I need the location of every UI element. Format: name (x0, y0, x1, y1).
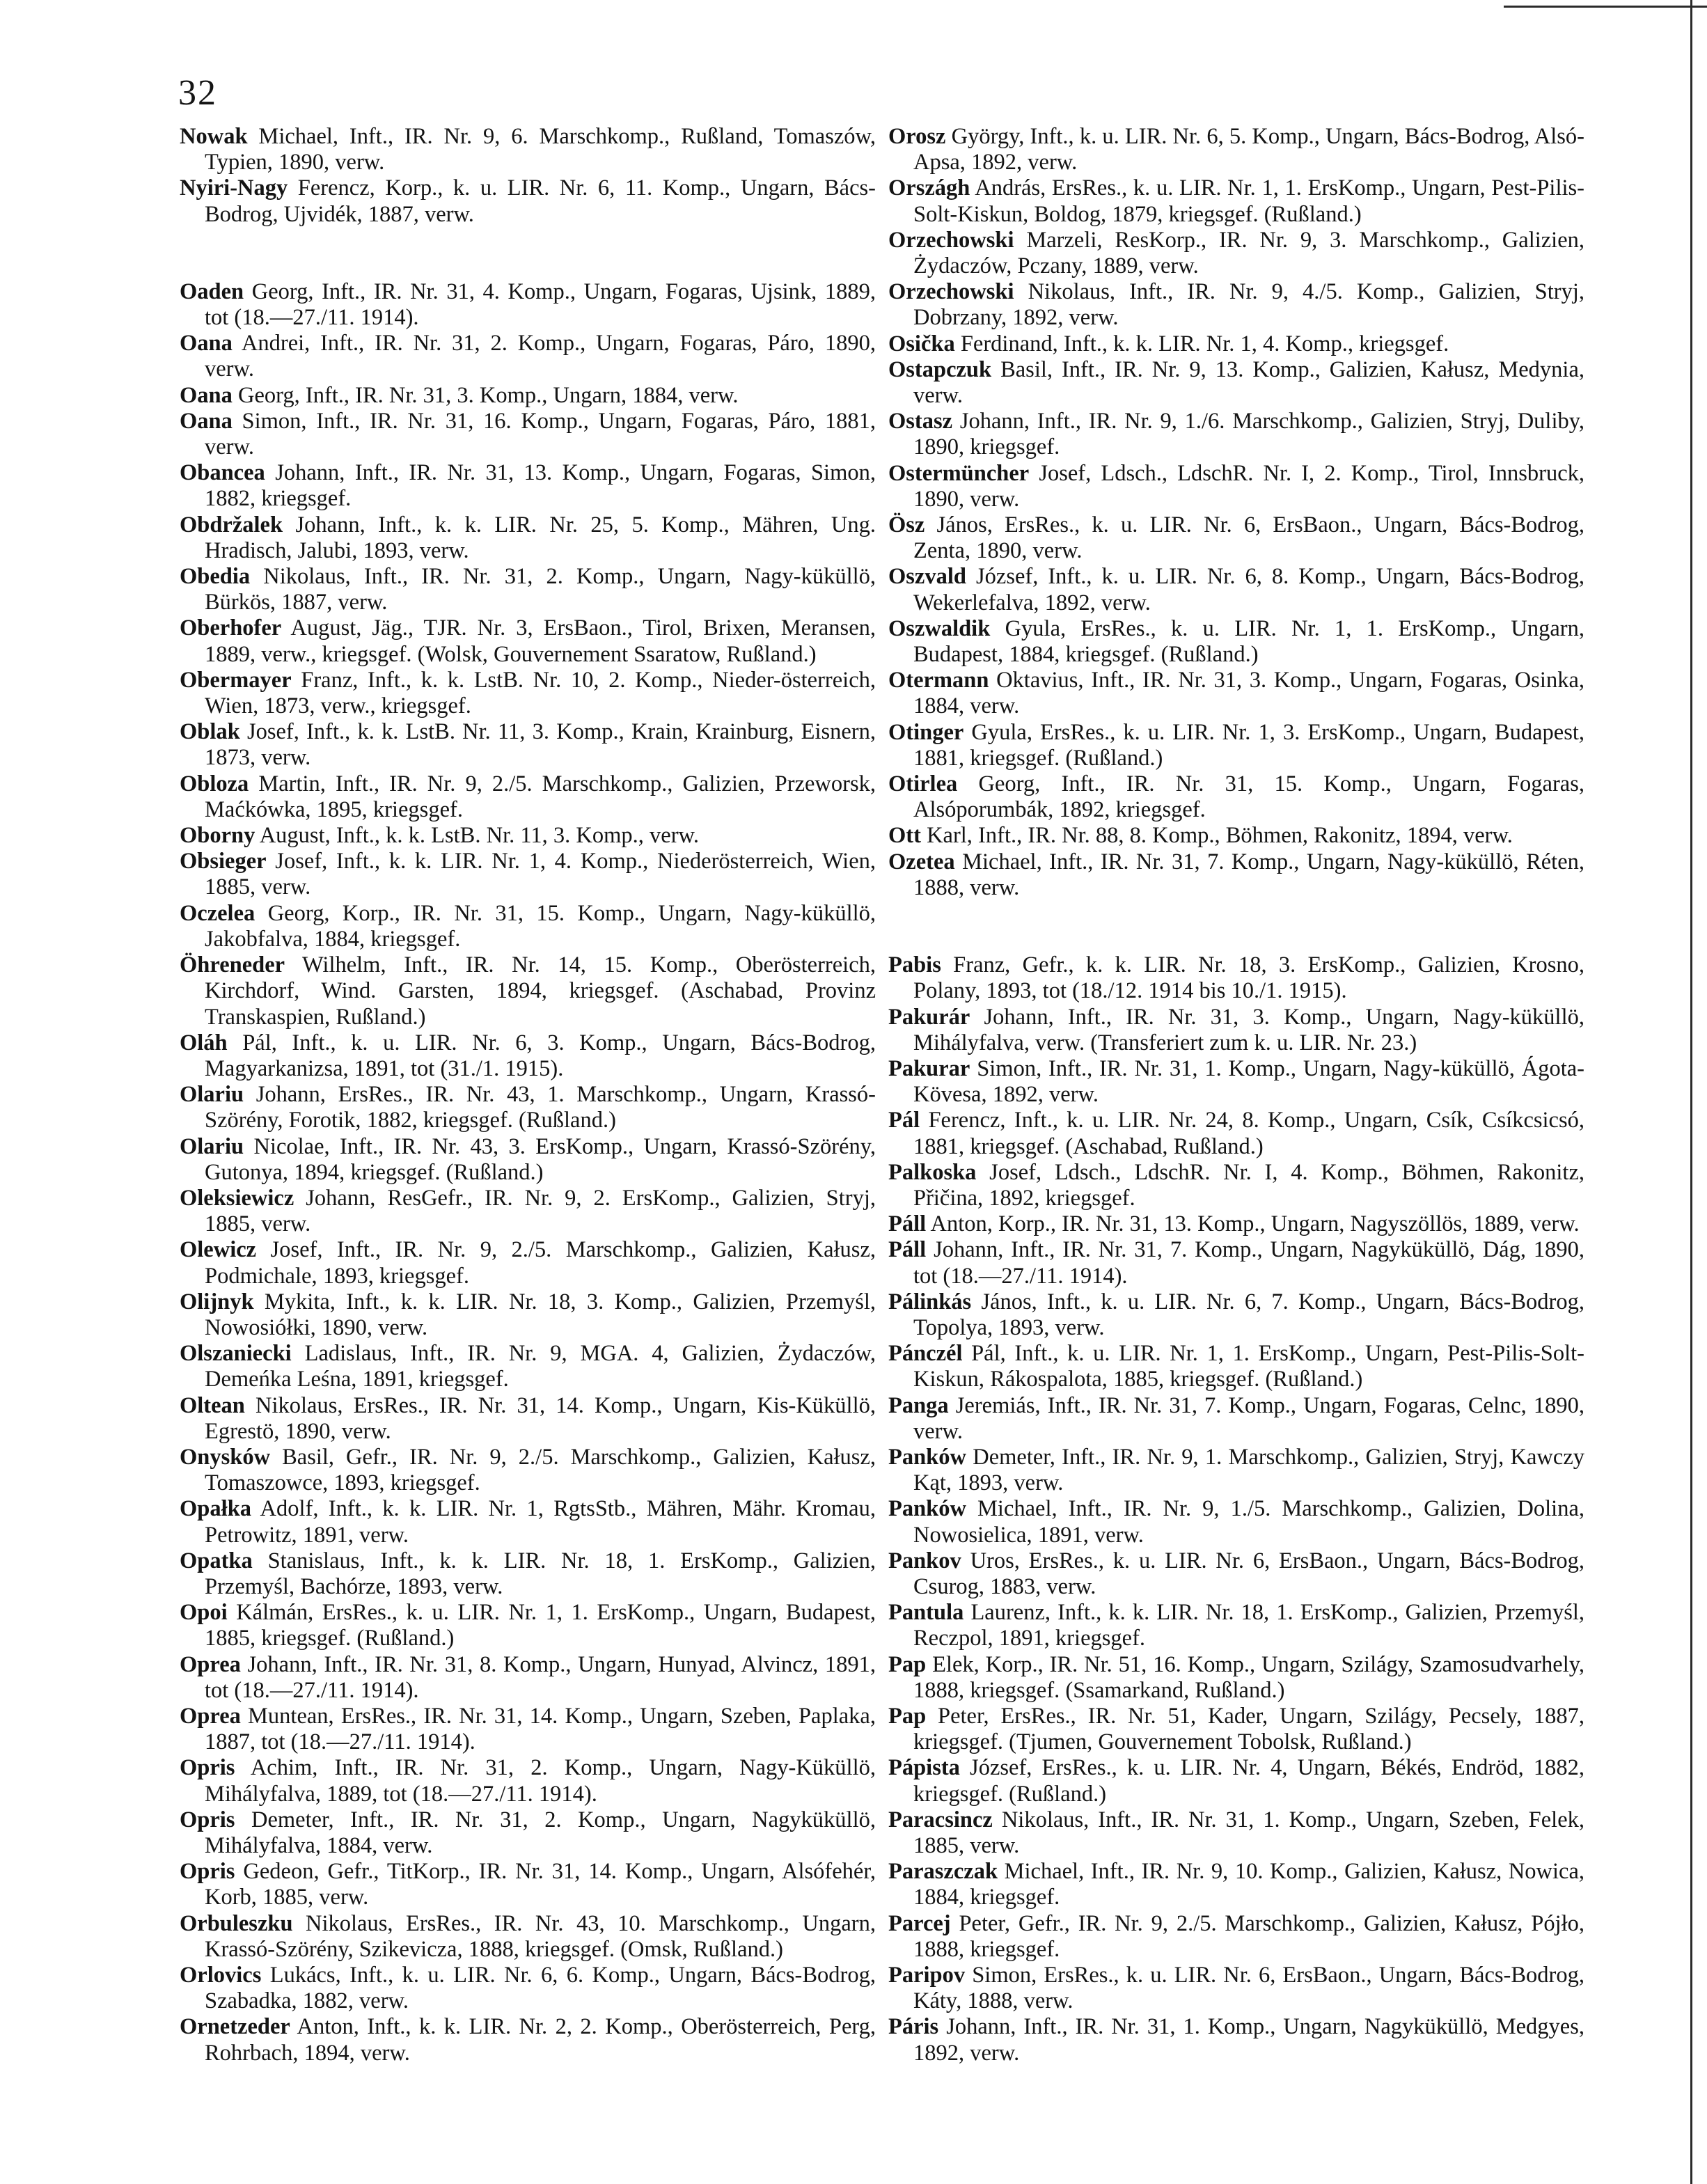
right-edge-line (1690, 0, 1692, 2184)
entry-details: Nikolaus, ErsRes., IR. Nr. 43, 10. Marschkomp., Ungarn, Krassó-Szörény, Szikevicza, 1888, kriegsgef. (Omsk, Rußland.) (205, 1910, 876, 1962)
entry-details: Wilhelm, Inft., IR. Nr. 14, 15. Komp., Oberösterreich, Kirchdorf, Wind. Garsten, 1894, kriegsgef. (Aschabad, Provinz Transkaspien, Rußland.) (205, 952, 876, 1030)
entry-details: Josef, Inft., k. k. LIR. Nr. 1, 4. Komp., Niederösterreich, Wien, 1885, verw. (205, 849, 876, 900)
register-entry (888, 1108, 1584, 1159)
entry-details: Oktavius, Inft., IR. Nr. 31, 3. Komp., Ungarn, Fogaras, Osinka, 1884, verw. (913, 668, 1585, 719)
entry-details: Michael, Inft., IR. Nr. 31, 7. Komp., Ungarn, Nagy-küküllö, Réten, 1888, verw. (913, 849, 1584, 900)
entry-details: Johann, Inft., IR. Nr. 31, 7. Komp., Ungarn, Nagyküküllö, Dág, 1890, tot (18.—27./11. 1914). (913, 1237, 1584, 1289)
entry-details: Nikolaus, Inft., IR. Nr. 9, 4./5. Komp., Galizien, Stryj, Dobrzany, 1892, verw. (913, 279, 1584, 331)
entry-surname: Nowak (180, 124, 248, 149)
register-entry (180, 952, 876, 1030)
entry-details: Michael, Inft., IR. Nr. 9, 10. Komp., Galizien, Kałusz, Nowica, 1884, kriegsgef. (913, 1859, 1585, 1910)
entry-surname: Obermayer (180, 667, 292, 693)
entry-surname: Obdržalek (180, 512, 283, 537)
entry-surname: Paripov (888, 1963, 966, 1988)
entry-details: Johann, Inft., IR. Nr. 31, 1. Komp., Ungarn, Nagyküküllö, Medgyes, 1892, verw. (913, 2014, 1584, 2066)
entry-details: Nikolaus, ErsRes., IR. Nr. 31, 14. Komp., Ungarn, Kis-Küküllö, Egrestö, 1890, verw. (205, 1392, 876, 1444)
entry-surname: Pap (888, 1651, 927, 1677)
entry-surname: Obsieger (180, 849, 267, 874)
register-entry (180, 383, 876, 409)
entry-surname: Nyiri-Nagy (180, 175, 288, 201)
register-entry (180, 460, 876, 512)
entry-details: Elek, Korp., IR. Nr. 51, 16. Komp., Ungarn, Szilágy, Szamosudvarhely, 1888, kriegsgef. (Ssamarkand, Rußland.) (913, 1651, 1585, 1703)
entry-surname: Ott (888, 823, 921, 849)
page-number: 32 (178, 73, 217, 113)
entry-surname: Orbuleszku (180, 1910, 293, 1936)
entry-surname: Pap (888, 1703, 927, 1729)
entry-details: August, Inft., k. k. LstB. Nr. 11, 3. Komp., verw. (259, 823, 700, 849)
entry-details: Demeter, Inft., IR. Nr. 9, 1. Marschkomp., Galizien, Stryj, Kawczy Kąt, 1893, verw. (913, 1444, 1585, 1496)
register-entry (888, 175, 1584, 227)
entry-details: Nikolaus, Inft., IR. Nr. 31, 1. Komp., Ungarn, Szeben, Felek, 1885, verw. (913, 1807, 1585, 1858)
entry-surname: Parcej (888, 1910, 951, 1936)
register-entry (180, 901, 876, 952)
right-column (888, 124, 1584, 2066)
entry-details: Laurenz, Inft., k. k. LIR. Nr. 18, 1. ErsKomp., Galizien, Przemyśl, Reczpol, 1891, kriegsgef. (913, 1600, 1585, 1651)
register-entry (180, 771, 876, 823)
entry-surname: Otermann (888, 668, 989, 693)
entry-surname: Orlovics (180, 1963, 262, 1988)
entry-surname: Otirlea (888, 771, 958, 797)
entry-details: Franz, Gefr., k. k. LIR. Nr. 18, 3. ErsKomp., Galizien, Krosno, Polany, 1893, tot (18./12. 1914 bis 10./1. 1915). (913, 952, 1585, 1004)
entry-details: Jeremiás, Inft., IR. Nr. 31, 7. Komp., Ungarn, Fogaras, Celnc, 1890, verw. (913, 1392, 1584, 1444)
register-entry (888, 512, 1584, 564)
entry-details: Georg, Inft., IR. Nr. 31, 4. Komp., Ungarn, Fogaras, Ujsink, 1889, tot (18.—27./11. 1914). (205, 278, 876, 331)
register-entry (180, 1082, 876, 1133)
entry-surname: Oberhofer (180, 615, 282, 641)
register-entry (888, 1600, 1584, 1651)
entry-details: Josef, Inft., IR. Nr. 9, 2./5. Marschkomp., Galizien, Kałusz, Podmichale, 1893, kriegsgef. (205, 1237, 876, 1289)
register-entry (180, 1755, 876, 1807)
entry-details: József, ErsRes., k. u. LIR. Nr. 4, Ungarn, Békés, Endröd, 1882, kriegsgef. (Rußland.) (913, 1755, 1585, 1807)
entry-details: Johann, ResGefr., IR. Nr. 9, 2. ErsKomp., Galizien, Stryj, 1885, verw. (205, 1185, 876, 1237)
entry-surname: Oszvald (888, 564, 966, 590)
entry-surname: Ostasz (888, 409, 953, 434)
register-entry (180, 1496, 876, 1548)
register-entry (180, 1911, 876, 1963)
register-entry (180, 1289, 876, 1341)
register-entry (180, 1393, 876, 1445)
entry-details: Ferdinand, Inft., k. k. LIR. Nr. 1, 4. Komp., kriegsgef. (960, 331, 1449, 356)
register-entry (180, 1704, 876, 1755)
entry-details: Ferencz, Inft., k. u. LIR. Nr. 24, 8. Komp., Ungarn, Csík, Csíkcsicsó, 1881, kriegsgef. (Aschabad, Rußland.) (913, 1108, 1584, 1159)
entry-details: András, ErsRes., k. u. LIR. Nr. 1, 1. ErsKomp., Ungarn, Pest-Pilis-Solt-Kiskun, Boldog, 1879, kriegsgef. (Rußland.) (913, 175, 1584, 227)
register-entry (888, 124, 1584, 175)
register-entry (888, 1807, 1584, 1859)
register-entry (888, 1445, 1584, 1496)
entry-details: Franz, Inft., k. k. LstB. Nr. 10, 2. Komp., Nieder-österreich, Wien, 1873, verw., kriegsgef. (205, 667, 876, 719)
entry-details: Georg, Inft., IR. Nr. 31, 3. Komp., Ungarn, 1884, verw. (237, 382, 739, 408)
register-entry (180, 719, 876, 771)
top-edge-line (1504, 6, 1707, 8)
entry-details: Simon, ErsRes., k. u. LIR. Nr. 6, ErsBaon., Ungarn, Bács-Bodrog, Káty, 1888, verw. (913, 1963, 1585, 2014)
register-entry (888, 823, 1584, 849)
entry-surname: Opris (180, 1859, 235, 1885)
entry-details: Georg, Korp., IR. Nr. 31, 15. Komp., Ungarn, Nagy-küküllö, Jakobfalva, 1884, kriegsgef. (205, 900, 876, 952)
entry-surname: Páll (888, 1211, 927, 1237)
register-entry (180, 849, 876, 900)
register-entry (888, 1548, 1584, 1600)
register-entry (888, 1496, 1584, 1548)
register-entry (180, 1341, 876, 1392)
entry-details: Muntean, ErsRes., IR. Nr. 31, 14. Komp., Ungarn, Szeben, Paplaka, 1887, tot (18.—27./11. 1914). (205, 1703, 876, 1755)
entry-details: Johann, ErsRes., IR. Nr. 43, 1. Marschkomp., Ungarn, Krassó-Szörény, Forotik, 1882, kriegsgef. (Rußland.) (205, 1082, 876, 1133)
entry-surname: Pabis (888, 952, 941, 978)
register-entry (180, 1859, 876, 1910)
register-entry (180, 1030, 876, 1082)
entry-details: József, Inft., k. u. LIR. Nr. 6, 8. Komp., Ungarn, Bács-Bodrog, Wekerlefalva, 1892, verw. (913, 564, 1585, 615)
register-entry (180, 279, 876, 331)
entry-details: Josef, Ldsch., LdschR. Nr. I, 2. Komp., Tirol, Innsbruck, 1890, verw. (913, 460, 1584, 512)
register-entry (180, 1186, 876, 1237)
register-entry (180, 1963, 876, 2014)
entry-details: Basil, Gefr., IR. Nr. 9, 2./5. Marschkomp., Galizien, Kałusz, Tomaszowce, 1893, kriegsgef. (205, 1444, 876, 1496)
entry-surname: Oczelea (180, 900, 255, 926)
register-entry (180, 1237, 876, 1289)
entry-surname: Opoi (180, 1600, 228, 1626)
register-entry (180, 668, 876, 719)
entry-details: Andrei, Inft., IR. Nr. 31, 2. Komp., Ungarn, Fogaras, Páro, 1890, verw. (205, 331, 876, 382)
entry-details: Georg, Inft., IR. Nr. 31, 15. Komp., Ungarn, Fogaras, Alsóporumbák, 1892, kriegsgef. (913, 771, 1585, 823)
register-entry (180, 124, 876, 175)
register-entry (888, 1160, 1584, 1211)
register-entry (180, 615, 876, 667)
entry-surname: Pálinkás (888, 1289, 972, 1314)
register-entry (888, 331, 1584, 357)
entry-surname: Panków (888, 1444, 966, 1470)
register-entry (180, 331, 876, 382)
section-gap (888, 901, 1584, 952)
entry-surname: Paracsincz (888, 1807, 993, 1832)
entry-surname: Oprea (180, 1651, 241, 1677)
entry-surname: Ornetzeder (180, 2014, 290, 2040)
entry-details: Kálmán, ErsRes., k. u. LIR. Nr. 1, 1. ErsKomp., Ungarn, Budapest, 1885, kriegsgef. (Rußland.) (205, 1600, 876, 1651)
register-entry (888, 357, 1584, 409)
register-entry (888, 952, 1584, 1004)
entry-details: Nicolae, Inft., IR. Nr. 43, 3. ErsKomp., Ungarn, Krassó-Szörény, Gutonya, 1894, kriegsgef. (Rußland.) (205, 1133, 876, 1185)
entry-surname: Orosz (888, 124, 946, 149)
entry-surname: Országh (888, 175, 970, 201)
entry-surname: Pankov (888, 1548, 961, 1573)
entry-details: Lukács, Inft., k. u. LIR. Nr. 6, 6. Komp., Ungarn, Bács-Bodrog, Szabadka, 1882, verw. (205, 1963, 876, 2014)
register-entry (888, 1237, 1584, 1289)
entry-surname: Oana (180, 331, 233, 356)
register-entry (180, 564, 876, 615)
register-entry (888, 564, 1584, 615)
entry-surname: Pantula (888, 1600, 964, 1626)
entry-details: Gedeon, Gefr., TitKorp., IR. Nr. 31, 14. Komp., Ungarn, Alsófehér, Korb, 1885, verw. (205, 1859, 876, 1910)
entry-details: János, ErsRes., k. u. LIR. Nr. 6, ErsBaon., Ungarn, Bács-Bodrog, Zenta, 1890, verw. (913, 512, 1584, 564)
entry-surname: Obedia (180, 564, 251, 590)
register-entry (180, 1445, 876, 1496)
entry-surname: Opatka (180, 1548, 253, 1573)
entry-surname: Olariu (180, 1082, 244, 1108)
entry-details: Ladislaus, Inft., IR. Nr. 9, MGA. 4, Galizien, Żydaczów, Demeńka Leśna, 1891, kriegsgef. (205, 1341, 876, 1392)
entry-details: Gyula, ErsRes., k. u. LIR. Nr. 1, 3. ErsKomp., Ungarn, Budapest, 1881, kriegsgef. (Rußland.) (913, 719, 1585, 771)
entry-surname: Oltean (180, 1392, 245, 1418)
register-entry (888, 228, 1584, 279)
register-entry (888, 771, 1584, 823)
entry-surname: Pápista (888, 1755, 960, 1781)
section-gap (180, 228, 876, 279)
entry-details: Karl, Inft., IR. Nr. 88, 8. Komp., Böhmen, Rakonitz, 1894, verw. (927, 823, 1513, 849)
entry-surname: Orzechowski (888, 227, 1014, 253)
register-entry (888, 849, 1584, 901)
entry-surname: Ösz (888, 512, 925, 538)
entry-details: Pál, Inft., k. u. LIR. Nr. 1, 1. ErsKomp., Ungarn, Pest-Pilis-Solt-Kiskun, Rákospalota, 1885, kriegsgef. (Rußland.) (913, 1341, 1584, 1392)
entry-surname: Oborny (180, 823, 255, 849)
entry-surname: Opris (180, 1755, 235, 1781)
entry-surname: Oana (180, 408, 233, 434)
entry-surname: Ostermüncher (888, 460, 1030, 486)
entry-surname: Öhreneder (180, 952, 285, 978)
register-entry (888, 1056, 1584, 1108)
entry-surname: Pakurar (888, 1055, 970, 1081)
register-entry (888, 279, 1584, 331)
entry-surname: Opałka (180, 1496, 251, 1522)
register-entry (888, 1963, 1584, 2014)
entry-details: Pál, Inft., k. u. LIR. Nr. 6, 3. Komp., Ungarn, Bács-Bodrog, Magyarkanizsa, 1891, tot (31./1. 1915). (205, 1030, 876, 1081)
entry-details: August, Jäg., TJR. Nr. 3, ErsBaon., Tirol, Brixen, Meransen, 1889, verw., kriegsgef. (Wolsk, Gouvernement Ssaratow, Rußland.) (205, 615, 876, 667)
register-entry (888, 1755, 1584, 1807)
entry-surname: Olewicz (180, 1237, 257, 1263)
entry-surname: Palkoska (888, 1159, 977, 1185)
entry-surname: Onysków (180, 1444, 271, 1470)
entry-surname: Panga (888, 1392, 949, 1418)
entry-details: Ferencz, Korp., k. u. LIR. Nr. 6, 11. Komp., Ungarn, Bács-Bodrog, Ujvidék, 1887, verw. (205, 175, 876, 227)
entry-details: János, Inft., k. u. LIR. Nr. 6, 7. Komp., Ungarn, Bács-Bodrog, Topolya, 1893, verw. (913, 1289, 1585, 1340)
entry-surname: Ostapczuk (888, 356, 992, 382)
entry-details: Josef, Inft., k. k. LstB. Nr. 11, 3. Komp., Krain, Krainburg, Eisnern, 1873, verw. (205, 719, 876, 771)
register-entry (888, 2014, 1584, 2066)
entry-details: Gyula, ErsRes., k. u. LIR. Nr. 1, 1. ErsKomp., Ungarn, Budapest, 1884, kriegsgef. (Rußland.) (913, 615, 1584, 668)
register-entry (180, 1807, 876, 1859)
left-column (180, 124, 876, 2066)
register-entry (180, 175, 876, 227)
register-entry (888, 1859, 1584, 1910)
entry-surname: Olariu (180, 1133, 244, 1159)
entry-surname: Obancea (180, 460, 265, 486)
entry-details: Josef, Ldsch., LdschR. Nr. I, 4. Komp., Böhmen, Rakonitz, Přičina, 1892, kriegsgef. (913, 1159, 1584, 1211)
entry-details: Mykita, Inft., k. k. LIR. Nr. 18, 3. Komp., Galizien, Przemyśl, Nowosiółki, 1890, verw. (205, 1289, 876, 1340)
entry-surname: Olszaniecki (180, 1341, 292, 1367)
register-entry (180, 2014, 876, 2066)
entry-details: Martin, Inft., IR. Nr. 9, 2./5. Marschkomp., Galizien, Przeworsk, Maćkówka, 1895, kriegsgef. (205, 771, 876, 822)
register-entry (888, 1652, 1584, 1704)
entry-surname: Oblak (180, 719, 240, 745)
register-entry (180, 512, 876, 564)
register-entry (180, 1134, 876, 1186)
entry-details: Stanislaus, Inft., k. k. LIR. Nr. 18, 1. ErsKomp., Galizien, Przemyśl, Bachórze, 1893, verw. (205, 1548, 876, 1599)
entry-surname: Pál (888, 1108, 920, 1133)
entry-surname: Páll (888, 1237, 927, 1263)
register-entry (888, 1289, 1584, 1341)
entry-surname: Orzechowski (888, 279, 1014, 305)
register-entry (180, 1600, 876, 1651)
entry-surname: Olijnyk (180, 1289, 254, 1314)
entry-details: Johann, Inft., IR. Nr. 9, 1./6. Marschkomp., Galizien, Stryj, Duliby, 1890, kriegsgef. (913, 409, 1584, 460)
entry-details: Johann, Inft., IR. Nr. 31, 13. Komp., Ungarn, Fogaras, Simon, 1882, kriegsgef. (205, 460, 876, 512)
entry-details: Michael, Inft., IR. Nr. 9, 6. Marschkomp., Rußland, Tomaszów, Typien, 1890, verw. (205, 124, 876, 175)
entry-surname: Oleksiewicz (180, 1185, 294, 1211)
entry-surname: Páris (888, 2014, 939, 2040)
entry-details: Michael, Inft., IR. Nr. 9, 1./5. Marschkomp., Galizien, Dolina, Nowosielica, 1891, verw. (913, 1496, 1584, 1548)
register-entry (888, 1005, 1584, 1056)
entry-details: Johann, Inft., k. k. LIR. Nr. 25, 5. Komp., Mähren, Ung. Hradisch, Jalubi, 1893, verw. (205, 512, 876, 563)
entry-details: Demeter, Inft., IR. Nr. 31, 2. Komp., Ungarn, Nagyküküllö, Mihályfalva, 1884, verw. (205, 1807, 876, 1858)
entry-details: Simon, Inft., IR. Nr. 31, 1. Komp., Ungarn, Nagy-küküllö, Ágota-Kövesa, 1892, verw. (913, 1055, 1584, 1108)
entry-surname: Pánczél (888, 1341, 963, 1367)
register-entry (888, 1211, 1584, 1237)
entry-details: Nikolaus, Inft., IR. Nr. 31, 2. Komp., Ungarn, Nagy-küküllö, Bürkös, 1887, verw. (205, 564, 876, 615)
register-entry (888, 1704, 1584, 1755)
entry-details: Peter, ErsRes., IR. Nr. 51, Kader, Ungarn, Szilágy, Pecsely, 1887, kriegsgef. (Tjumen, Gouvernement Tobolsk, Rußland.) (913, 1703, 1584, 1755)
entry-surname: Osička (888, 331, 955, 356)
entry-surname: Opris (180, 1807, 235, 1832)
entry-details: György, Inft., k. u. LIR. Nr. 6, 5. Komp., Ungarn, Bács-Bodrog, Alsó-Apsa, 1892, verw. (913, 124, 1584, 175)
entry-surname: Paraszczak (888, 1859, 998, 1885)
entry-surname: Pakurár (888, 1004, 970, 1030)
register-entry (888, 1393, 1584, 1445)
register-entry (888, 461, 1584, 512)
register-entry (180, 1548, 876, 1600)
entry-surname: Oláh (180, 1030, 228, 1055)
entry-surname: Obloza (180, 771, 249, 796)
entry-details: Peter, Gefr., IR. Nr. 9, 2./5. Marschkomp., Galizien, Kałusz, Pójło, 1888, kriegsgef. (913, 1910, 1584, 1962)
register-entry (888, 668, 1584, 719)
register-entry (888, 1341, 1584, 1392)
entry-details: Anton, Korp., IR. Nr. 31, 13. Komp., Ungarn, Nagyszöllös, 1889, verw. (930, 1211, 1580, 1237)
entry-details: Johann, Inft., IR. Nr. 31, 8. Komp., Ungarn, Hunyad, Alvincz, 1891, tot (18.—27./11. 1914). (205, 1651, 876, 1703)
entry-details: Adolf, Inft., k. k. LIR. Nr. 1, RgtsStb., Mähren, Mähr. Kromau, Petrowitz, 1891, verw. (205, 1496, 876, 1548)
entry-details: Simon, Inft., IR. Nr. 31, 16. Komp., Ungarn, Fogaras, Páro, 1881, verw. (205, 408, 876, 460)
entry-surname: Oaden (180, 278, 244, 304)
entry-surname: Otinger (888, 719, 964, 745)
entry-details: Anton, Inft., k. k. LIR. Nr. 2, 2. Komp., Oberösterreich, Perg, Rohrbach, 1894, verw. (205, 2014, 876, 2066)
entry-surname: Ozetea (888, 849, 955, 874)
entry-details: Johann, Inft., IR. Nr. 31, 3. Komp., Ungarn, Nagy-küküllö, Mihályfalva, verw. (Transferiert zum k. u. LIR. Nr. 23.) (913, 1004, 1584, 1055)
entry-surname: Oana (180, 382, 233, 408)
register-entry (180, 409, 876, 460)
register-entry (888, 1911, 1584, 1963)
entry-details: Achim, Inft., IR. Nr. 31, 2. Komp., Ungarn, Nagy-Küküllö, Mihályfalva, 1889, tot (18.—27./11. 1914). (205, 1755, 876, 1807)
entry-details: Uros, ErsRes., k. u. LIR. Nr. 6, ErsBaon., Ungarn, Bács-Bodrog, Csurog, 1883, verw. (913, 1548, 1584, 1599)
register-entry (888, 616, 1584, 668)
entry-surname: Oprea (180, 1703, 241, 1729)
register-entry (888, 409, 1584, 460)
entry-surname: Panków (888, 1496, 966, 1522)
register-entry (180, 823, 876, 849)
entry-details: Basil, Inft., IR. Nr. 9, 13. Komp., Galizien, Kałusz, Medynia, verw. (913, 356, 1585, 409)
register-entry (180, 1652, 876, 1704)
register-entry (888, 720, 1584, 771)
entry-details: Marzeli, ResKorp., IR. Nr. 9, 3. Marschkomp., Galizien, Żydaczów, Pczany, 1889, verw. (913, 227, 1585, 279)
entry-surname: Oszwaldik (888, 615, 991, 641)
